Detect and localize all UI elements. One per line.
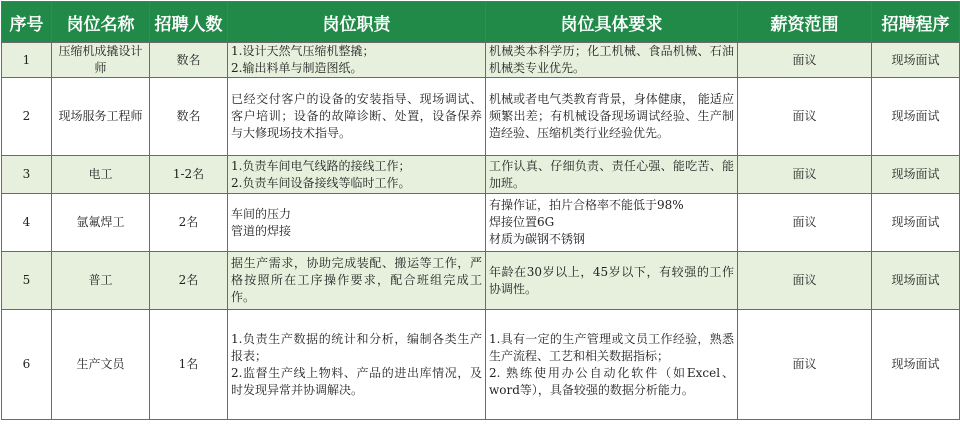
duty-line: 据生产需求，协助完成装配、搬运等工作，严格按照所在工序操作要求，配合班组完成工作。 [231,256,482,304]
salary-range: 面议 [738,156,872,194]
hiring-process: 现场面试 [872,156,960,194]
duty-line: 车间的压力 [231,206,292,221]
job-duties [228,43,486,78]
job-duties [228,310,486,420]
duty-line: 1.设计天然气压缩机整撬； [231,44,375,58]
salary-range: 面议 [738,78,872,156]
table-row [2,156,960,194]
requirement-line: 工作认真、仔细负责、责任心强、能吃苦、能加班。 [489,158,734,190]
recruitment-table [1,1,960,420]
job-duties [228,194,486,252]
hiring-process: 现场面试 [872,252,960,310]
table-row [2,43,960,78]
hiring-process: 现场面试 [872,43,960,78]
job-requirements [486,156,738,194]
salary-range: 面议 [738,43,872,78]
job-requirements [486,252,738,310]
salary-range: 面议 [738,252,872,310]
job-title: 生产文员 [52,310,150,420]
headcount: 1-2名 [150,156,228,194]
requirement-line: 焊接位置6G [489,215,555,229]
row-number: 6 [2,310,52,420]
duty-line: 2.监督生产线上物料、产品的进出库情况，及时发现异常并协调解决。 [231,365,482,397]
row-number: 1 [2,43,52,78]
row-number: 2 [2,78,52,156]
row-number: 4 [2,194,52,252]
hiring-process: 现场面试 [872,78,960,156]
header-salary: 薪资范围 [738,2,872,43]
header-no: 序号 [2,2,52,43]
duty-line: 管道的焊接 [231,223,292,238]
job-title: 现场服务工程师 [52,78,150,156]
table-header [2,2,960,43]
headcount: 2名 [150,194,228,252]
header-requirements: 岗位具体要求 [486,2,738,43]
table-body [2,43,960,420]
headcount: 2名 [150,252,228,310]
hiring-process: 现场面试 [872,310,960,420]
job-requirements [486,78,738,156]
requirement-line: 1.具有一定的生产管理或文员工作经验，熟悉生产流程、工艺和相关数据指标； [489,331,734,363]
salary-range: 面议 [738,310,872,420]
table-row [2,194,960,252]
requirement-line: 机械类本科学历；化工机械、食品机械、石油机械类专业优先。 [489,44,734,75]
job-title: 压缩机成撬设计师 [52,43,150,78]
row-number: 3 [2,156,52,194]
headcount: 1名 [150,310,228,420]
requirement-line: 2. 熟练使用办公自动化软件（如Excel、word等），具备较强的数据分析能力。 [489,365,734,397]
job-requirements [486,310,738,420]
job-title: 电工 [52,156,150,194]
table-row [2,310,960,420]
requirement-line: 材质为碳钢不锈钢 [489,232,586,246]
duty-line: 1.负责车间电气线路的接线工作； [231,158,411,173]
job-title: 氩氟焊工 [52,194,150,252]
header-row [2,2,960,43]
job-duties [228,78,486,156]
requirement-line: 有操作证，拍片合格率不能低于98% [489,198,684,212]
duty-line: 2.负责车间设备接线等临时工作。 [231,175,411,190]
hiring-process: 现场面试 [872,194,960,252]
headcount: 数名 [150,78,228,156]
salary-range: 面议 [738,194,872,252]
duty-line: 2.输出料单与制造图纸。 [231,61,363,75]
row-number: 5 [2,252,52,310]
job-requirements [486,194,738,252]
requirement-line: 年龄在30岁以上，45岁以下，有较强的工作协调性。 [489,264,734,296]
job-duties [228,252,486,310]
headcount: 数名 [150,43,228,78]
job-title: 普工 [52,252,150,310]
table-row [2,252,960,310]
job-requirements [486,43,738,78]
table-row [2,78,960,156]
header-title: 岗位名称 [52,2,150,43]
job-duties [228,156,486,194]
header-count: 招聘人数 [150,2,228,43]
duty-line: 1.负责生产数据的统计和分析，编制各类生产报表； [231,331,482,363]
duty-line: 已经交付客户的设备的安装指导、现场调试、客户培训；设备的故障诊断、处置，设备保养与大修现场技术指导。 [231,92,482,140]
header-duties: 岗位职责 [228,2,486,43]
requirement-line: 机械或者电气类教育背景，身体健康， 能适应频繁出差；有机械设备现场调试经验、生产制造经验、压缩机类行业经验优先。 [489,92,734,140]
header-process: 招聘程序 [872,2,960,43]
